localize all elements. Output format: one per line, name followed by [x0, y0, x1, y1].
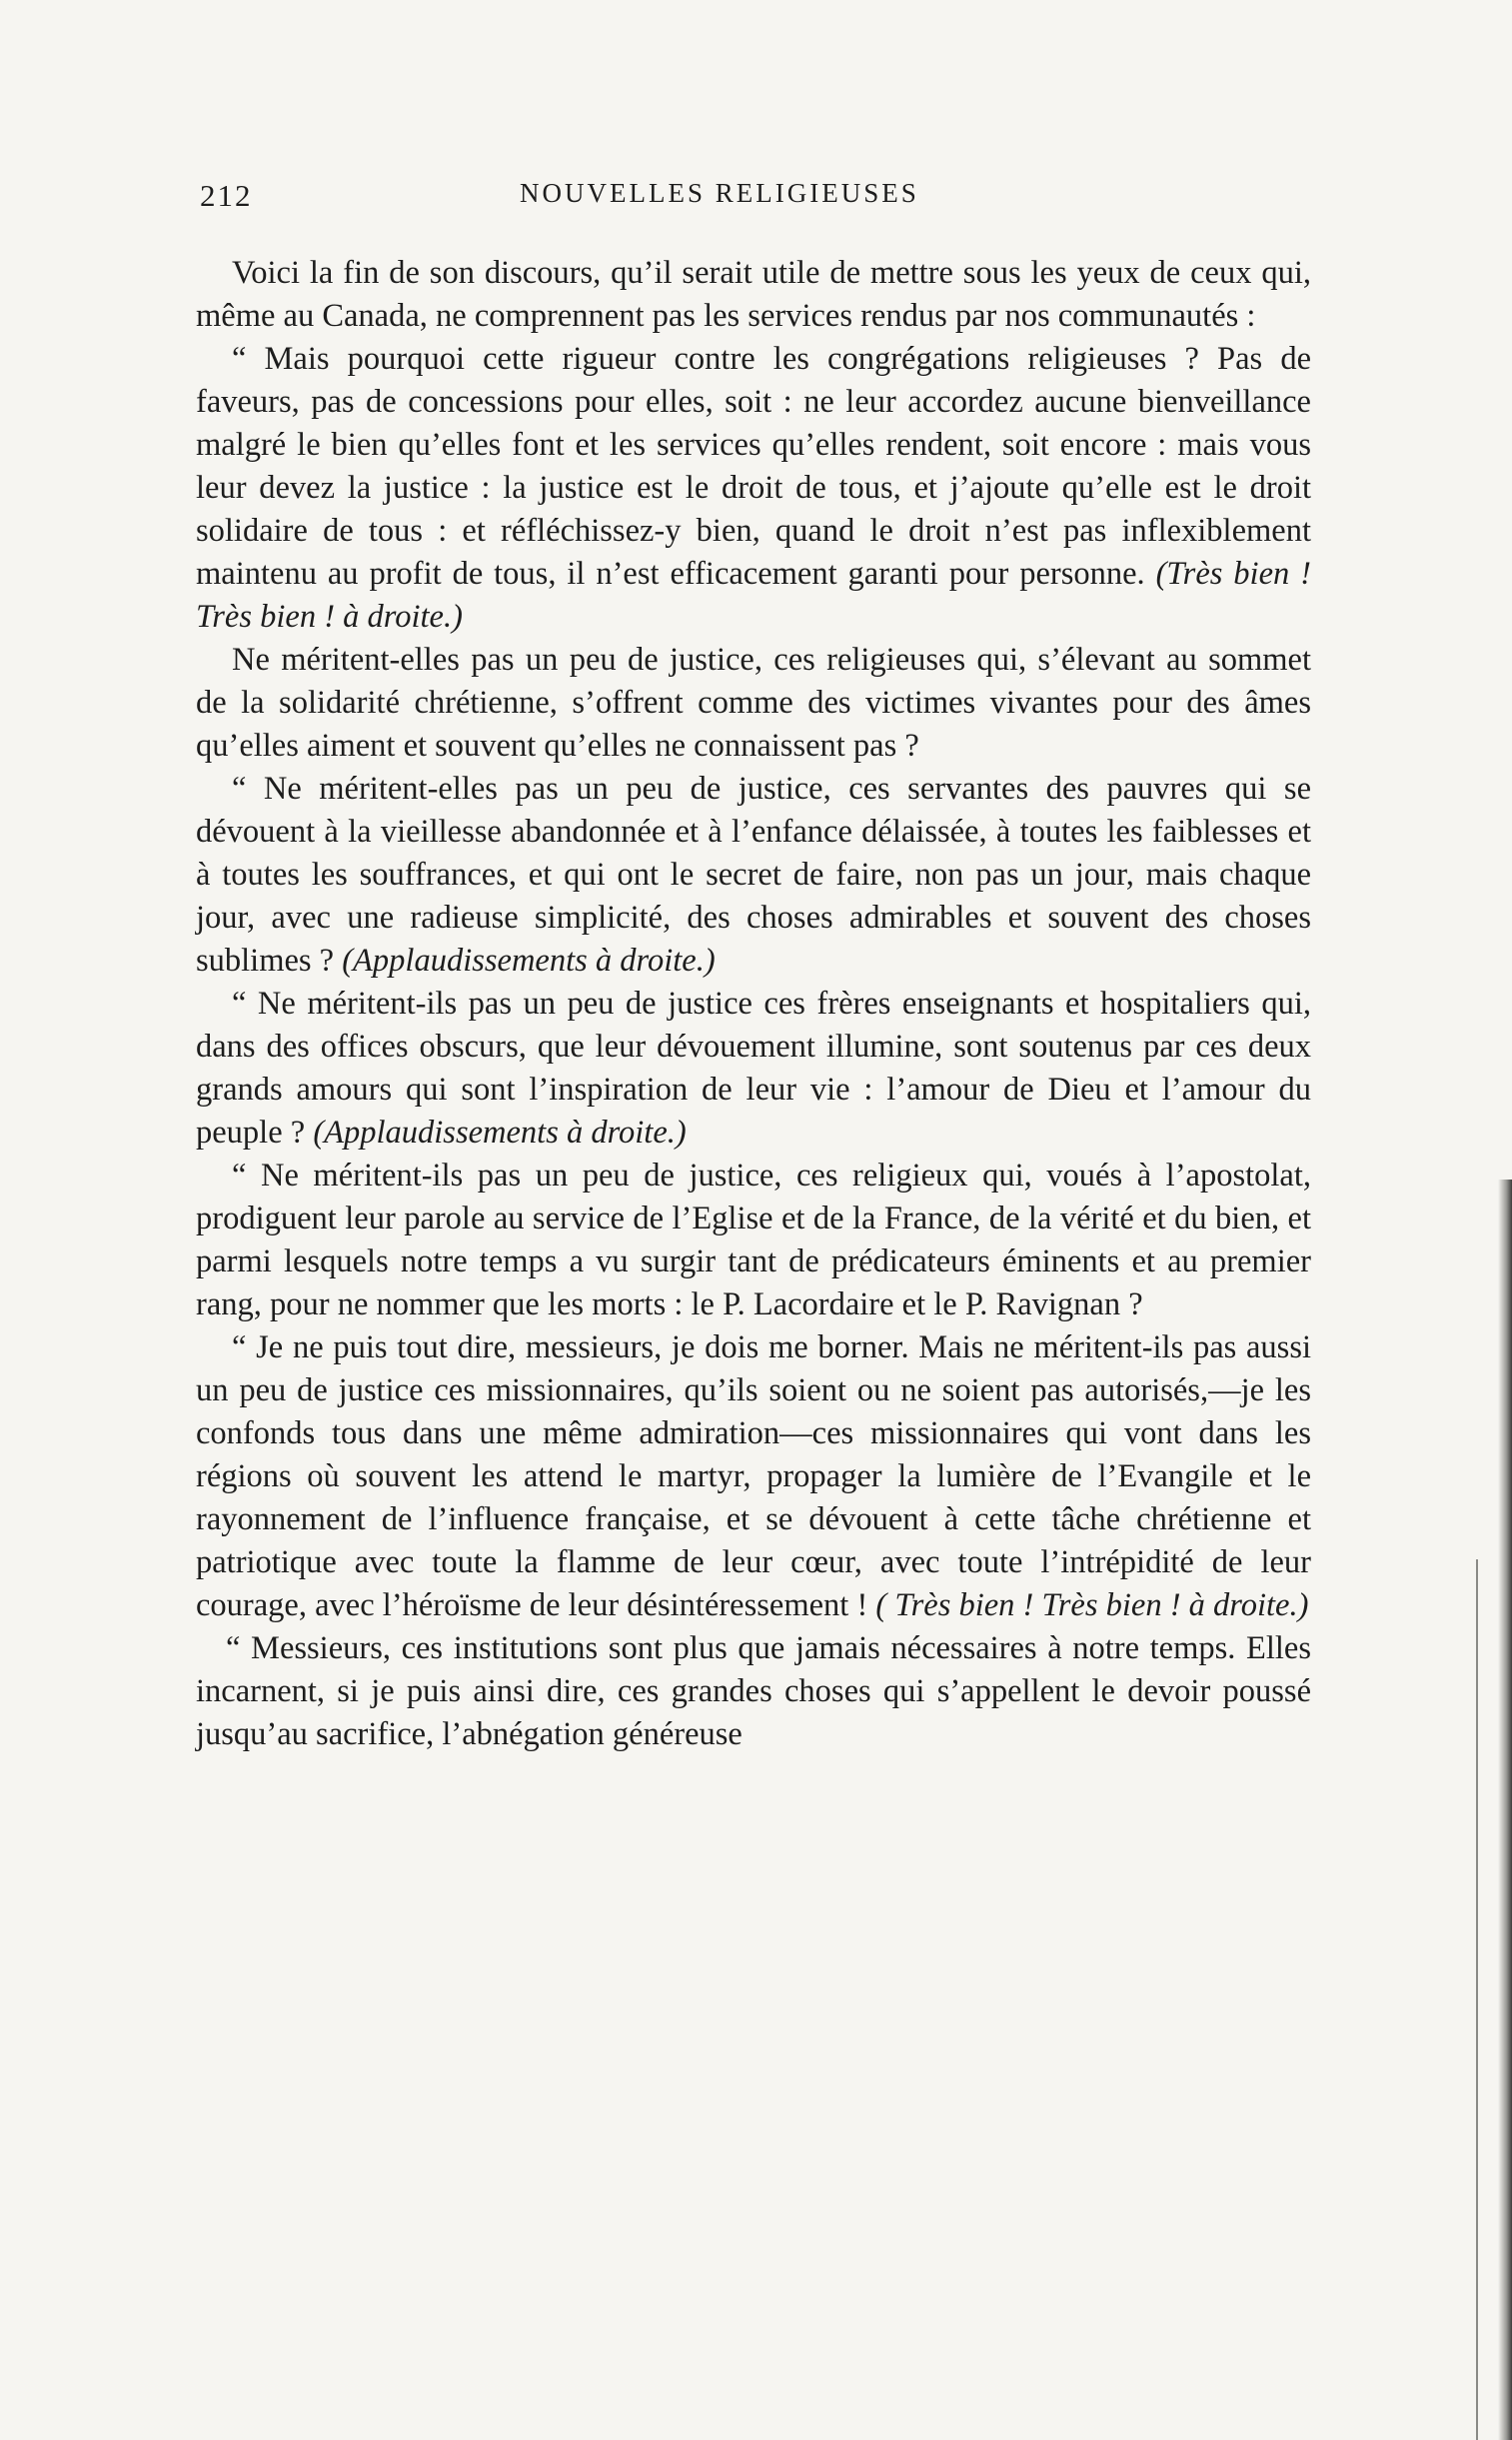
- paragraph: [196, 1326, 1311, 1627]
- paragraph-text: “ Mais pourquoi cette rigueur contre les congrégations religieuses ? Pas de faveurs, pas de concessions pour elles, soit : ne leur accordez aucune bienveillance malgré le bien qu’elles font et les services qu’elles rendent, soit encore : mais vous leur devez la justice : la justice est le droit de tous, et j’ajoute qu’elle est le droit solidaire de tous : et réfléchissez-y bien, quand le droit n’est pas inflexiblement maintenu au profit de tous, il n’est efficacement garanti pour personne.: [196, 341, 1311, 592]
- paragraph: [196, 338, 1311, 639]
- paragraph-text: “ Messieurs, ces institutions sont plus que jamais nécessaires à notre temps. Elles incarnent, si je puis ainsi dire, ces grandes choses qui s’appellent le devoir poussé jusqu’au sacrifice, l’abnégation généreuse: [196, 1630, 1311, 1752]
- stage-direction: (Très bien ! Très bien ! à droite.): [196, 556, 1311, 635]
- running-title: NOUVELLES RELIGIEUSES: [520, 178, 919, 208]
- paragraph: [196, 983, 1311, 1155]
- paragraph: [196, 1627, 1311, 1756]
- paragraph: [196, 768, 1311, 983]
- paragraph-text: “ Ne méritent-ils pas un peu de justice ces frères enseignants et hospitaliers qui, dans des offices obscurs, que leur dévouement illumine, sont soutenus par ces deux grands amours qui sont l’inspiration de leur vie : l’amour de Dieu et l’amour du peuple ?: [196, 986, 1311, 1151]
- page-number: 212: [200, 178, 253, 213]
- stage-direction: ( Très bien ! Très bien ! à droite.): [875, 1587, 1309, 1623]
- page-edge-line: [1476, 1559, 1478, 2440]
- page-header: [200, 178, 1299, 218]
- paragraph-text: “ Je ne puis tout dire, messieurs, je dois me borner. Mais ne méritent-ils pas aussi un peu de justice ces missionnaires, qu’ils soient ou ne soient pas autorisés,—je les confonds tous dans une même admiration—ces missionnaires qui vont dans les régions où souvent les attend le martyr, propager la lumière de l’Evangile et le rayonnement de l’influence française, et se dévouent à cette tâche chrétienne et patriotique avec toute la flamme de leur cœur, avec toute l’intrépidité de leur courage, avec l’héroïsme de leur désintéressement !: [196, 1329, 1311, 1623]
- paragraph-text: “ Ne méritent-ils pas un peu de justice, ces religieux qui, voués à l’apostolat, prodiguent leur parole au service de l’Eglise et de la France, de la vérité et du bien, et parmi lesquels notre temps a vu surgir tant de prédicateurs éminents et au premier rang, pour ne nommer que les morts : le P. Lacordaire et le P. Ravignan ?: [196, 1158, 1311, 1322]
- paragraph-text: Voici la fin de son discours, qu’il serait utile de mettre sous les yeux de ceux qui, même au Canada, ne comprennent pas les services rendus par nos communautés :: [196, 255, 1311, 334]
- body-text: [196, 252, 1311, 1756]
- paragraph-text: Ne méritent-elles pas un peu de justice, ces religieuses qui, s’élevant au sommet de la solidarité chrétienne, s’offrent comme des victimes vivantes pour des âmes qu’elles aiment et souvent qu’elles ne connaissent pas ?: [196, 642, 1311, 764]
- paragraph: [196, 252, 1311, 338]
- stage-direction: (Applaudissements à droite.): [313, 1115, 687, 1151]
- paragraph-text: “ Ne méritent-elles pas un peu de justice, ces servantes des pauvres qui se dévouent à la vieillesse abandonnée et à l’enfance délaissée, à toutes les faiblesses et à toutes les souffrances, et qui ont le secret de faire, non pas un jour, mais chaque jour, avec une radieuse simplicité, des choses admirables et souvent des choses sublimes ?: [196, 771, 1311, 979]
- paragraph: [196, 639, 1311, 768]
- stage-direction: (Applaudissements à droite.): [342, 943, 716, 979]
- paragraph: [196, 1155, 1311, 1326]
- page-edge-shadow: [1498, 1180, 1512, 2440]
